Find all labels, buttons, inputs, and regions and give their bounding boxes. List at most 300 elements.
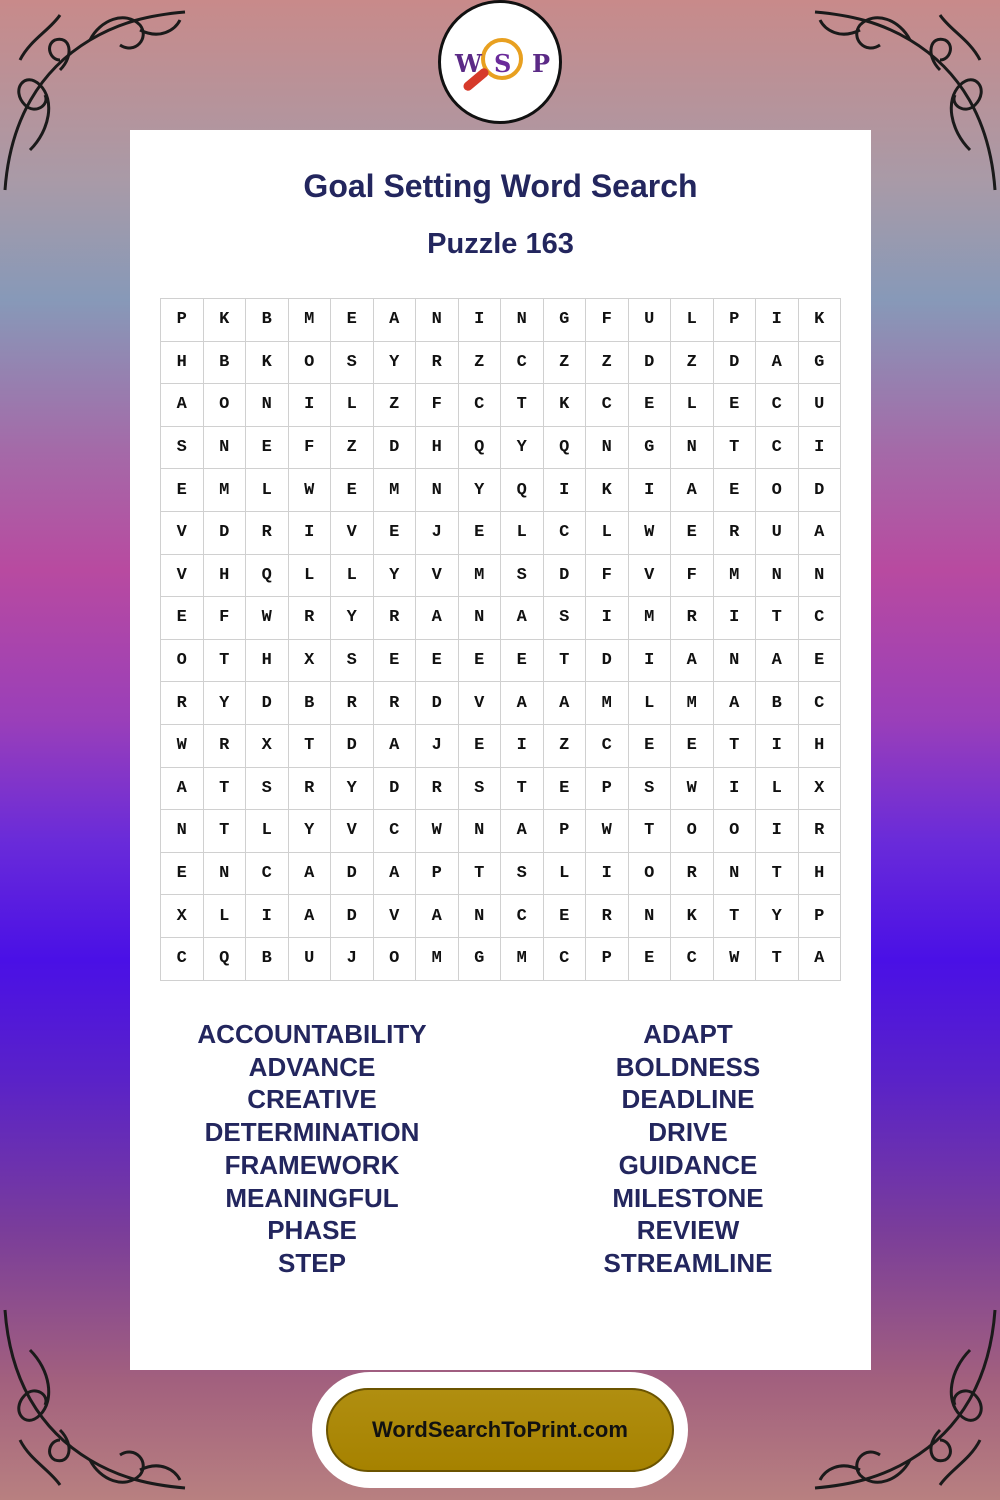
- grid-cell[interactable]: L: [203, 895, 246, 938]
- grid-cell[interactable]: R: [798, 810, 841, 853]
- grid-cell[interactable]: K: [203, 299, 246, 342]
- grid-cell[interactable]: E: [713, 469, 756, 512]
- grid-cell[interactable]: I: [756, 810, 799, 853]
- grid-cell[interactable]: T: [458, 852, 501, 895]
- grid-cell[interactable]: P: [416, 852, 459, 895]
- grid-cell[interactable]: C: [458, 384, 501, 427]
- grid-cell[interactable]: J: [416, 724, 459, 767]
- grid-cell[interactable]: N: [161, 810, 204, 853]
- grid-cell[interactable]: R: [416, 767, 459, 810]
- grid-cell[interactable]: L: [246, 469, 289, 512]
- grid-cell[interactable]: L: [246, 810, 289, 853]
- grid-cell[interactable]: S: [458, 767, 501, 810]
- grid-cell[interactable]: T: [203, 767, 246, 810]
- grid-cell[interactable]: J: [416, 511, 459, 554]
- grid-cell[interactable]: E: [161, 469, 204, 512]
- grid-cell[interactable]: X: [161, 895, 204, 938]
- grid-cell[interactable]: M: [203, 469, 246, 512]
- grid-cell[interactable]: F: [416, 384, 459, 427]
- grid-cell[interactable]: V: [458, 682, 501, 725]
- grid-cell[interactable]: X: [288, 639, 331, 682]
- grid-cell[interactable]: Q: [246, 554, 289, 597]
- grid-cell[interactable]: F: [671, 554, 714, 597]
- grid-cell[interactable]: H: [798, 852, 841, 895]
- grid-cell[interactable]: S: [246, 767, 289, 810]
- grid-cell[interactable]: T: [501, 767, 544, 810]
- grid-cell[interactable]: C: [586, 724, 629, 767]
- letter-grid: [160, 298, 841, 981]
- grid-cell[interactable]: I: [628, 639, 671, 682]
- grid-cell[interactable]: L: [628, 682, 671, 725]
- grid-cell[interactable]: D: [713, 341, 756, 384]
- grid-cell[interactable]: W: [713, 937, 756, 980]
- grid-cell[interactable]: C: [246, 852, 289, 895]
- grid-cell[interactable]: I: [288, 384, 331, 427]
- grid-cell[interactable]: Y: [373, 341, 416, 384]
- puzzle-number: Puzzle 163: [427, 228, 574, 260]
- grid-cell[interactable]: V: [331, 810, 374, 853]
- grid-cell[interactable]: D: [331, 724, 374, 767]
- word-list-item: DRIVE: [648, 1117, 728, 1148]
- grid-cell[interactable]: Q: [543, 426, 586, 469]
- grid-cell[interactable]: T: [628, 810, 671, 853]
- grid-cell[interactable]: L: [288, 554, 331, 597]
- grid-cell[interactable]: Y: [288, 810, 331, 853]
- grid-cell[interactable]: O: [671, 810, 714, 853]
- grid-cell[interactable]: G: [458, 937, 501, 980]
- grid-cell[interactable]: S: [543, 597, 586, 640]
- grid-cell[interactable]: D: [373, 767, 416, 810]
- word-list-item: MILESTONE: [612, 1182, 764, 1213]
- grid-cell[interactable]: Y: [203, 682, 246, 725]
- grid-cell[interactable]: E: [458, 639, 501, 682]
- grid-cell[interactable]: I: [586, 852, 629, 895]
- grid-cell[interactable]: Q: [458, 426, 501, 469]
- word-list-left: [162, 1018, 462, 1280]
- grid-cell[interactable]: E: [798, 639, 841, 682]
- grid-cell[interactable]: E: [416, 639, 459, 682]
- grid-cell[interactable]: N: [586, 426, 629, 469]
- grid-cell[interactable]: E: [373, 639, 416, 682]
- grid-cell[interactable]: L: [671, 299, 714, 342]
- grid-cell[interactable]: F: [288, 426, 331, 469]
- grid-cell[interactable]: Y: [331, 767, 374, 810]
- grid-cell[interactable]: A: [288, 895, 331, 938]
- grid-cell[interactable]: D: [373, 426, 416, 469]
- grid-cell[interactable]: O: [756, 469, 799, 512]
- grid-cell[interactable]: K: [586, 469, 629, 512]
- grid-cell[interactable]: G: [543, 299, 586, 342]
- grid-cell[interactable]: T: [713, 724, 756, 767]
- grid-cell[interactable]: L: [501, 511, 544, 554]
- grid-cell[interactable]: T: [756, 597, 799, 640]
- grid-cell[interactable]: H: [246, 639, 289, 682]
- grid-cell[interactable]: D: [203, 511, 246, 554]
- grid-cell[interactable]: E: [628, 937, 671, 980]
- grid-cell[interactable]: M: [458, 554, 501, 597]
- grid-cell[interactable]: I: [501, 724, 544, 767]
- grid-row: [161, 426, 841, 469]
- grid-row: [161, 511, 841, 554]
- grid-cell[interactable]: I: [458, 299, 501, 342]
- grid-row: [161, 554, 841, 597]
- grid-cell[interactable]: M: [288, 299, 331, 342]
- grid-cell[interactable]: R: [331, 682, 374, 725]
- grid-cell[interactable]: C: [586, 384, 629, 427]
- grid-cell[interactable]: P: [543, 810, 586, 853]
- grid-cell[interactable]: N: [458, 895, 501, 938]
- grid-cell[interactable]: C: [373, 810, 416, 853]
- grid-cell[interactable]: E: [458, 724, 501, 767]
- grid-cell[interactable]: Y: [331, 597, 374, 640]
- grid-cell[interactable]: P: [586, 937, 629, 980]
- grid-cell[interactable]: E: [331, 299, 374, 342]
- grid-cell[interactable]: A: [671, 469, 714, 512]
- grid-cell[interactable]: S: [501, 852, 544, 895]
- grid-cell[interactable]: C: [543, 937, 586, 980]
- word-list-item: FRAMEWORK: [224, 1149, 400, 1180]
- grid-cell[interactable]: A: [798, 937, 841, 980]
- grid-row: [161, 597, 841, 640]
- grid-cell[interactable]: Z: [543, 724, 586, 767]
- grid-cell[interactable]: C: [671, 937, 714, 980]
- grid-cell[interactable]: T: [203, 639, 246, 682]
- grid-cell[interactable]: O: [288, 341, 331, 384]
- grid-cell[interactable]: F: [203, 597, 246, 640]
- grid-cell[interactable]: E: [671, 511, 714, 554]
- grid-cell[interactable]: N: [713, 852, 756, 895]
- grid-cell[interactable]: L: [543, 852, 586, 895]
- grid-cell[interactable]: T: [288, 724, 331, 767]
- grid-cell[interactable]: I: [756, 724, 799, 767]
- grid-cell[interactable]: M: [586, 682, 629, 725]
- grid-cell[interactable]: N: [416, 469, 459, 512]
- grid-cell[interactable]: M: [373, 469, 416, 512]
- grid-cell[interactable]: I: [713, 767, 756, 810]
- grid-cell[interactable]: J: [331, 937, 374, 980]
- grid-cell[interactable]: N: [671, 426, 714, 469]
- grid-cell[interactable]: I: [628, 469, 671, 512]
- grid-cell[interactable]: K: [671, 895, 714, 938]
- grid-cell[interactable]: N: [713, 639, 756, 682]
- grid-cell[interactable]: E: [543, 895, 586, 938]
- grid-cell[interactable]: S: [331, 639, 374, 682]
- grid-cell[interactable]: C: [543, 511, 586, 554]
- grid-cell[interactable]: W: [246, 597, 289, 640]
- grid-cell[interactable]: C: [798, 682, 841, 725]
- grid-cell[interactable]: D: [246, 682, 289, 725]
- grid-cell[interactable]: F: [586, 554, 629, 597]
- grid-cell[interactable]: Y: [501, 426, 544, 469]
- grid-cell[interactable]: T: [713, 895, 756, 938]
- grid-cell[interactable]: D: [798, 469, 841, 512]
- grid-cell[interactable]: A: [416, 895, 459, 938]
- site-link-button[interactable]: [326, 1388, 674, 1472]
- grid-cell[interactable]: C: [756, 426, 799, 469]
- grid-cell[interactable]: X: [798, 767, 841, 810]
- grid-cell[interactable]: A: [161, 767, 204, 810]
- grid-cell[interactable]: I: [288, 511, 331, 554]
- grid-cell[interactable]: O: [373, 937, 416, 980]
- grid-cell[interactable]: D: [331, 895, 374, 938]
- grid-cell[interactable]: Y: [458, 469, 501, 512]
- grid-cell[interactable]: V: [416, 554, 459, 597]
- grid-row: [161, 895, 841, 938]
- grid-cell[interactable]: D: [543, 554, 586, 597]
- grid-cell[interactable]: L: [756, 767, 799, 810]
- site-link-label: WordSearchToPrint.com: [372, 1417, 628, 1442]
- grid-cell[interactable]: N: [246, 384, 289, 427]
- grid-cell[interactable]: R: [416, 341, 459, 384]
- grid-cell[interactable]: A: [543, 682, 586, 725]
- logo-letter-w: W: [455, 49, 482, 78]
- grid-cell[interactable]: N: [203, 852, 246, 895]
- grid-cell[interactable]: A: [713, 682, 756, 725]
- grid-cell[interactable]: V: [373, 895, 416, 938]
- grid-cell[interactable]: L: [331, 384, 374, 427]
- grid-cell[interactable]: A: [501, 682, 544, 725]
- grid-cell[interactable]: A: [373, 724, 416, 767]
- grid-cell[interactable]: O: [628, 852, 671, 895]
- grid-cell[interactable]: A: [756, 341, 799, 384]
- grid-cell[interactable]: N: [501, 299, 544, 342]
- grid-cell[interactable]: H: [161, 341, 204, 384]
- grid-cell[interactable]: T: [203, 810, 246, 853]
- grid-cell[interactable]: E: [458, 511, 501, 554]
- grid-cell[interactable]: A: [161, 384, 204, 427]
- grid-cell[interactable]: R: [288, 597, 331, 640]
- grid-cell[interactable]: W: [628, 511, 671, 554]
- grid-cell[interactable]: A: [501, 810, 544, 853]
- grid-cell[interactable]: B: [203, 341, 246, 384]
- grid-cell[interactable]: Q: [203, 937, 246, 980]
- grid-cell[interactable]: C: [798, 597, 841, 640]
- grid-cell[interactable]: M: [713, 554, 756, 597]
- grid-row: [161, 469, 841, 512]
- word-list-item: PHASE: [267, 1215, 357, 1246]
- grid-cell[interactable]: O: [203, 384, 246, 427]
- grid-cell[interactable]: R: [586, 895, 629, 938]
- grid-cell[interactable]: T: [501, 384, 544, 427]
- grid-cell[interactable]: B: [756, 682, 799, 725]
- grid-cell[interactable]: U: [756, 511, 799, 554]
- grid-cell[interactable]: A: [416, 597, 459, 640]
- grid-cell[interactable]: E: [628, 384, 671, 427]
- grid-cell[interactable]: E: [161, 597, 204, 640]
- grid-cell[interactable]: A: [501, 597, 544, 640]
- grid-cell[interactable]: T: [756, 852, 799, 895]
- footer-badge: [312, 1372, 688, 1488]
- grid-cell[interactable]: R: [671, 852, 714, 895]
- grid-row: [161, 682, 841, 725]
- grid-row: [161, 384, 841, 427]
- word-list-right: [538, 1018, 838, 1280]
- grid-cell[interactable]: B: [246, 937, 289, 980]
- grid-cell[interactable]: Z: [373, 384, 416, 427]
- grid-cell[interactable]: V: [161, 511, 204, 554]
- grid-cell[interactable]: K: [798, 299, 841, 342]
- grid-row: [161, 299, 841, 342]
- grid-cell[interactable]: D: [586, 639, 629, 682]
- grid-cell[interactable]: G: [798, 341, 841, 384]
- grid-row: [161, 852, 841, 895]
- grid-cell[interactable]: E: [501, 639, 544, 682]
- grid-cell[interactable]: S: [161, 426, 204, 469]
- grid-cell[interactable]: M: [628, 597, 671, 640]
- page-title: Goal Setting Word Search: [303, 168, 698, 204]
- word-list-item: STREAMLINE: [603, 1247, 773, 1278]
- grid-cell[interactable]: Z: [458, 341, 501, 384]
- grid-cell[interactable]: D: [416, 682, 459, 725]
- grid-cell[interactable]: R: [161, 682, 204, 725]
- word-list-item: GUIDANCE: [618, 1149, 758, 1180]
- grid-cell[interactable]: N: [416, 299, 459, 342]
- grid-cell[interactable]: I: [543, 469, 586, 512]
- grid-cell[interactable]: Y: [373, 554, 416, 597]
- grid-cell[interactable]: I: [798, 426, 841, 469]
- grid-cell[interactable]: V: [331, 511, 374, 554]
- grid-row: [161, 767, 841, 810]
- grid-row: [161, 724, 841, 767]
- site-logo[interactable]: [438, 0, 562, 124]
- grid-cell[interactable]: C: [501, 341, 544, 384]
- grid-cell[interactable]: A: [798, 511, 841, 554]
- word-list-item: CREATIVE: [247, 1084, 377, 1115]
- grid-cell[interactable]: P: [713, 299, 756, 342]
- grid-cell[interactable]: Z: [543, 341, 586, 384]
- grid-cell[interactable]: R: [203, 724, 246, 767]
- grid-cell[interactable]: F: [586, 299, 629, 342]
- grid-cell[interactable]: L: [671, 384, 714, 427]
- logo-letter-s: S: [494, 49, 512, 78]
- grid-cell[interactable]: N: [458, 810, 501, 853]
- grid-cell[interactable]: E: [246, 426, 289, 469]
- grid-cell[interactable]: N: [628, 895, 671, 938]
- grid-cell[interactable]: I: [713, 597, 756, 640]
- grid-cell[interactable]: H: [203, 554, 246, 597]
- grid-cell[interactable]: C: [161, 937, 204, 980]
- grid-cell[interactable]: R: [373, 597, 416, 640]
- grid-cell[interactable]: L: [331, 554, 374, 597]
- word-list-item: STEP: [278, 1247, 346, 1278]
- grid-row: [161, 341, 841, 384]
- grid-cell[interactable]: N: [798, 554, 841, 597]
- grid-cell[interactable]: E: [628, 724, 671, 767]
- grid-cell[interactable]: T: [713, 426, 756, 469]
- grid-cell[interactable]: A: [756, 639, 799, 682]
- grid-cell[interactable]: M: [671, 682, 714, 725]
- grid-cell[interactable]: T: [543, 639, 586, 682]
- word-list-item: ADAPT: [643, 1019, 733, 1049]
- grid-cell[interactable]: A: [671, 639, 714, 682]
- grid-cell[interactable]: M: [501, 937, 544, 980]
- grid-cell[interactable]: U: [628, 299, 671, 342]
- grid-cell[interactable]: R: [246, 511, 289, 554]
- grid-cell[interactable]: I: [756, 299, 799, 342]
- grid-cell[interactable]: E: [671, 724, 714, 767]
- grid-cell[interactable]: V: [161, 554, 204, 597]
- grid-cell[interactable]: I: [586, 597, 629, 640]
- word-list-item: DETERMINATION: [204, 1117, 420, 1148]
- word-list-item: REVIEW: [636, 1215, 740, 1246]
- puzzle-card: [130, 130, 871, 1370]
- grid-cell[interactable]: P: [161, 299, 204, 342]
- grid-cell[interactable]: P: [586, 767, 629, 810]
- grid-cell[interactable]: V: [628, 554, 671, 597]
- grid-cell[interactable]: P: [798, 895, 841, 938]
- grid-cell[interactable]: W: [416, 810, 459, 853]
- grid-cell[interactable]: A: [373, 299, 416, 342]
- grid-cell[interactable]: E: [543, 767, 586, 810]
- grid-cell[interactable]: I: [246, 895, 289, 938]
- grid-cell[interactable]: C: [501, 895, 544, 938]
- grid-cell[interactable]: R: [671, 597, 714, 640]
- grid-cell[interactable]: R: [713, 511, 756, 554]
- grid-cell[interactable]: T: [756, 937, 799, 980]
- logo-letter-p: P: [532, 49, 551, 78]
- grid-cell[interactable]: A: [288, 852, 331, 895]
- grid-cell[interactable]: Z: [671, 341, 714, 384]
- grid-cell[interactable]: E: [713, 384, 756, 427]
- grid-cell[interactable]: S: [501, 554, 544, 597]
- grid-cell[interactable]: S: [628, 767, 671, 810]
- grid-cell[interactable]: K: [543, 384, 586, 427]
- grid-cell[interactable]: O: [161, 639, 204, 682]
- grid-cell[interactable]: Z: [586, 341, 629, 384]
- grid-cell[interactable]: K: [246, 341, 289, 384]
- grid-row: [161, 937, 841, 980]
- word-list-item: ACCOUNTABILITY: [197, 1019, 427, 1049]
- grid-cell[interactable]: B: [246, 299, 289, 342]
- grid-cell[interactable]: E: [373, 511, 416, 554]
- grid-cell[interactable]: O: [713, 810, 756, 853]
- grid-cell[interactable]: A: [373, 852, 416, 895]
- grid-row: [161, 810, 841, 853]
- grid-row: [161, 639, 841, 682]
- word-list-item: MEANINGFUL: [225, 1182, 399, 1213]
- grid-cell[interactable]: N: [203, 426, 246, 469]
- grid-cell[interactable]: X: [246, 724, 289, 767]
- grid-cell[interactable]: W: [288, 469, 331, 512]
- grid-cell[interactable]: W: [671, 767, 714, 810]
- word-list-item: DEADLINE: [621, 1084, 755, 1115]
- word-list-item: BOLDNESS: [615, 1051, 761, 1082]
- grid-cell[interactable]: N: [756, 554, 799, 597]
- grid-cell[interactable]: E: [331, 469, 374, 512]
- grid-cell[interactable]: M: [416, 937, 459, 980]
- grid-cell[interactable]: Y: [756, 895, 799, 938]
- grid-cell[interactable]: N: [458, 597, 501, 640]
- grid-cell[interactable]: C: [756, 384, 799, 427]
- grid-cell[interactable]: D: [628, 341, 671, 384]
- grid-cell[interactable]: Z: [331, 426, 374, 469]
- grid-cell[interactable]: R: [288, 767, 331, 810]
- grid-cell[interactable]: U: [288, 937, 331, 980]
- grid-cell[interactable]: S: [331, 341, 374, 384]
- grid-cell[interactable]: U: [798, 384, 841, 427]
- grid-cell[interactable]: W: [586, 810, 629, 853]
- grid-cell[interactable]: D: [331, 852, 374, 895]
- grid-cell[interactable]: L: [586, 511, 629, 554]
- grid-cell[interactable]: H: [798, 724, 841, 767]
- grid-cell[interactable]: E: [161, 852, 204, 895]
- grid-cell[interactable]: Q: [501, 469, 544, 512]
- grid-cell[interactable]: R: [373, 682, 416, 725]
- grid-cell[interactable]: G: [628, 426, 671, 469]
- grid-cell[interactable]: H: [416, 426, 459, 469]
- grid-cell[interactable]: B: [288, 682, 331, 725]
- grid-cell[interactable]: W: [161, 724, 204, 767]
